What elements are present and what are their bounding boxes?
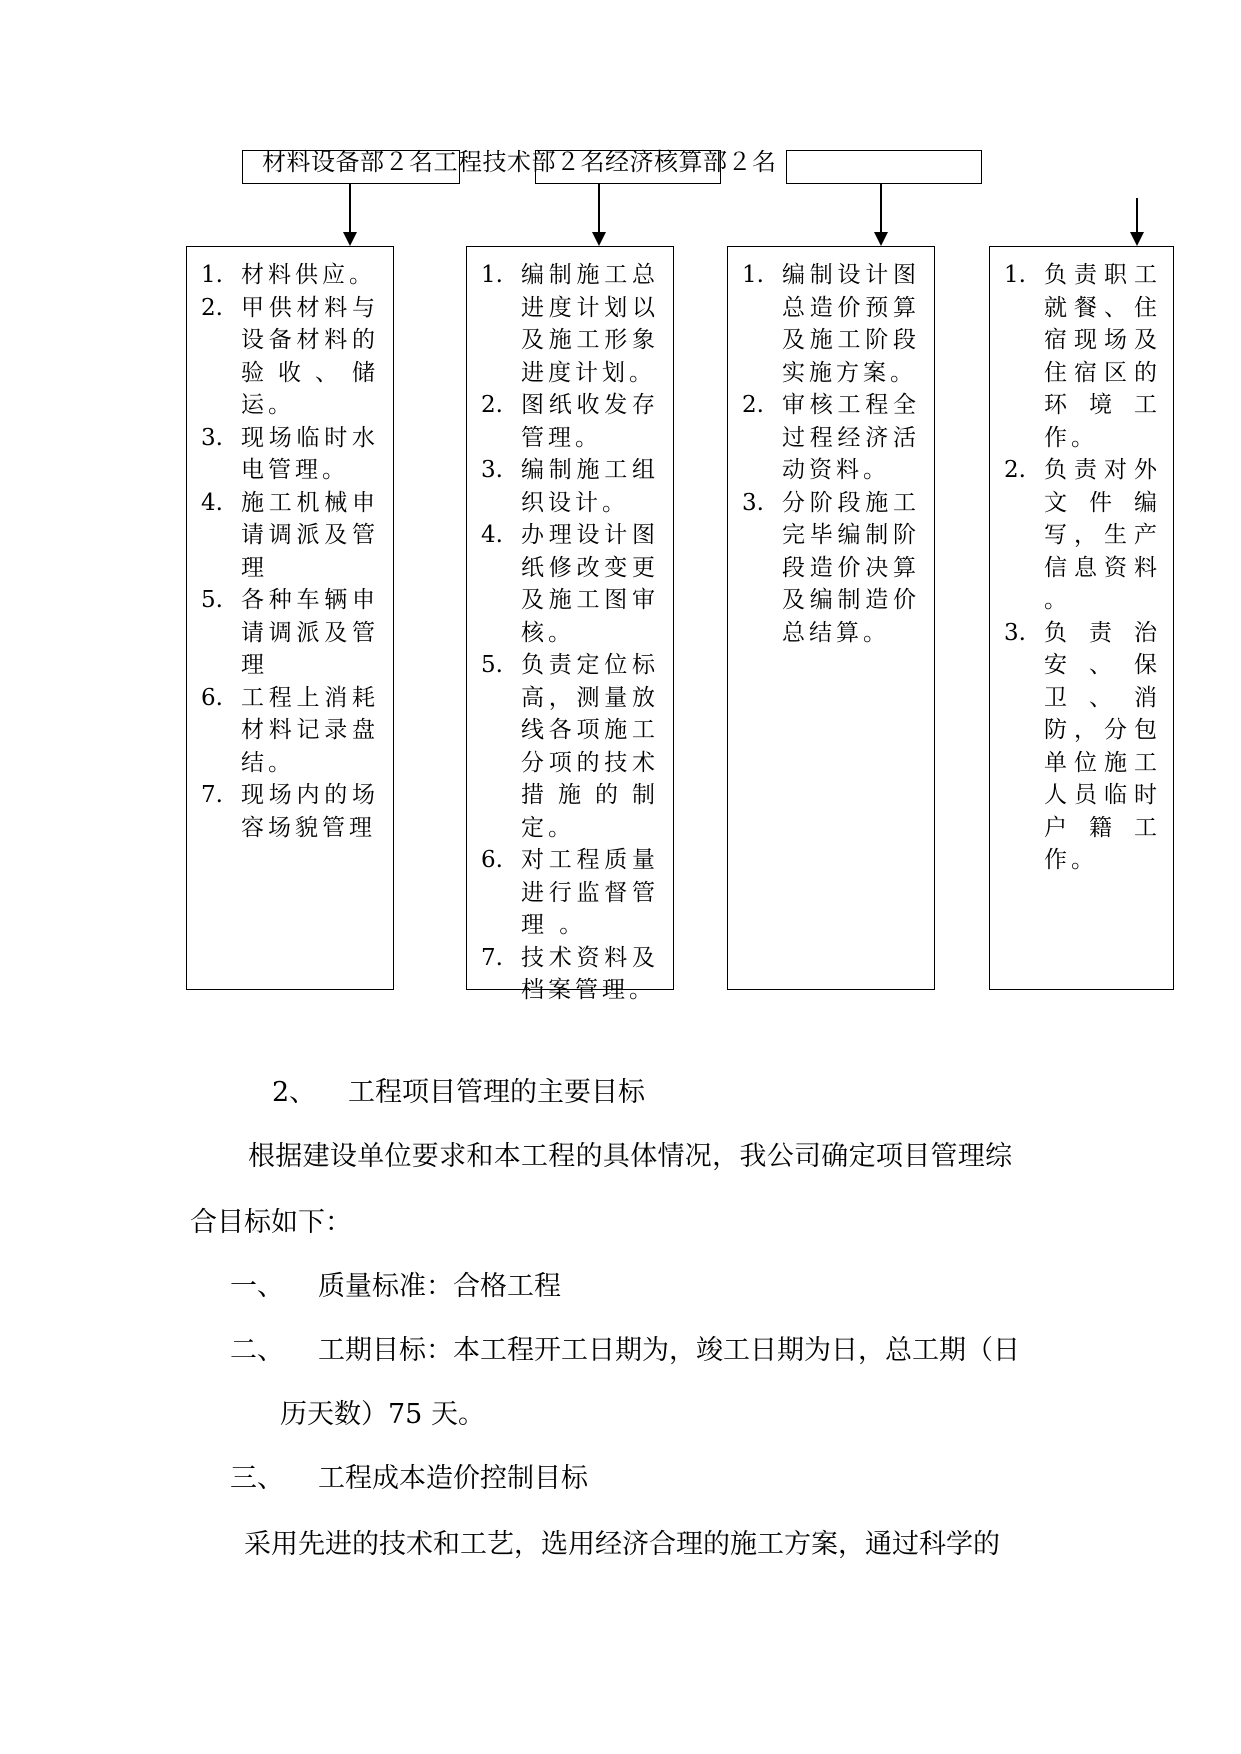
- section-number: 2、: [272, 1077, 317, 1108]
- goal-text-2: 工期目标：本工程开工日期为，竣工日期为日，总工期（日: [318, 1335, 1020, 1366]
- department-box-accounting: [727, 246, 935, 990]
- connector-line-1: [349, 184, 351, 232]
- goal-marker-1: 一、: [230, 1271, 284, 1302]
- header-box-engineering: [535, 150, 721, 184]
- list-item: 2. 甲供材料与设备材料的验收、储运。: [201, 294, 379, 418]
- list-item: 6. 工程上消耗材料记录盘结。: [201, 684, 379, 776]
- list-item: 1. 负责职工就餐、住宿现场及住宿区的环境工作。: [1004, 262, 1161, 451]
- list-item: 1. 材料供应。: [201, 262, 376, 288]
- arrow-down-icon: [1130, 232, 1144, 246]
- list-item: 2. 审核工程全过程经济活动资料。: [742, 392, 920, 483]
- department-box-materials: [186, 246, 394, 990]
- connector-line-3: [880, 184, 882, 232]
- header-box-blank: [786, 150, 982, 184]
- list-item: 3. 编制施工组织设计。: [481, 457, 659, 516]
- connector-line-4: [1136, 198, 1138, 232]
- goal-marker-2: 二、: [230, 1335, 284, 1366]
- section-title: 工程项目管理的主要目标: [348, 1077, 645, 1108]
- list-item: 5. 各种车辆申请调派及管理: [201, 587, 379, 678]
- list-item: 7. 技术资料及档案管理。: [481, 944, 659, 1003]
- department-header-text: 材料设备部２名工程技术部２名经济核算部２名: [262, 148, 777, 176]
- duty-list: [467, 247, 673, 1007]
- list-item: 4. 办理设计图纸修改变更及施工图审核。: [481, 522, 659, 646]
- connector-line-2: [598, 184, 600, 232]
- arrow-down-icon: [343, 232, 357, 246]
- duty-list: [728, 247, 934, 649]
- arrow-down-icon: [874, 232, 888, 246]
- intro-line-1: 根据建设单位要求和本工程的具体情况，我公司确定项目管理综: [248, 1141, 1013, 1172]
- goal-text-2-cont: 历天数）75 天。: [280, 1399, 485, 1430]
- list-item: 3. 负责治安、保卫、消防，分包单位施工人员临时户籍工作。: [1004, 619, 1161, 873]
- department-box-admin: [989, 246, 1174, 990]
- closing-line: 采用先进的技术和工艺，选用经济合理的施工方案，通过科学的: [244, 1529, 1000, 1560]
- list-item: 3. 现场临时水电管理。: [201, 424, 379, 483]
- list-item: 5. 负责定位标高，测量放线各项施工分项的技术措施的制定。: [481, 652, 659, 841]
- duty-list: [990, 247, 1173, 877]
- list-item: 1. 编制设计图总造价预算及施工阶段实施方案。: [742, 262, 920, 386]
- goal-text-3: 工程成本造价控制目标: [318, 1463, 588, 1494]
- list-item: 6. 对工程质量进行监督管理 。: [481, 847, 659, 938]
- list-item: 3. 分阶段施工完毕编制阶段造价决算及编制造价总结算。: [742, 489, 920, 646]
- arrow-down-icon: [592, 232, 606, 246]
- duty-list: [187, 247, 393, 844]
- header-box-materials: [242, 150, 460, 184]
- department-box-engineering: [466, 246, 674, 1003]
- list-item: 4. 施工机械申请调派及管理: [201, 489, 379, 581]
- goal-marker-3: 三、: [230, 1463, 284, 1494]
- list-item: 2. 负责对外文件编写，生产信息资料 。: [1004, 457, 1161, 613]
- intro-line-2: 合目标如下：: [190, 1207, 352, 1238]
- goal-text-1: 质量标准：合格工程: [318, 1271, 561, 1302]
- list-item: 1. 编制施工总进度计划以及施工形象进度计划。: [481, 262, 659, 386]
- list-item: 2. 图纸收发存管理。: [481, 392, 659, 451]
- list-item: 7. 现场内的场容场貌管理: [201, 782, 379, 841]
